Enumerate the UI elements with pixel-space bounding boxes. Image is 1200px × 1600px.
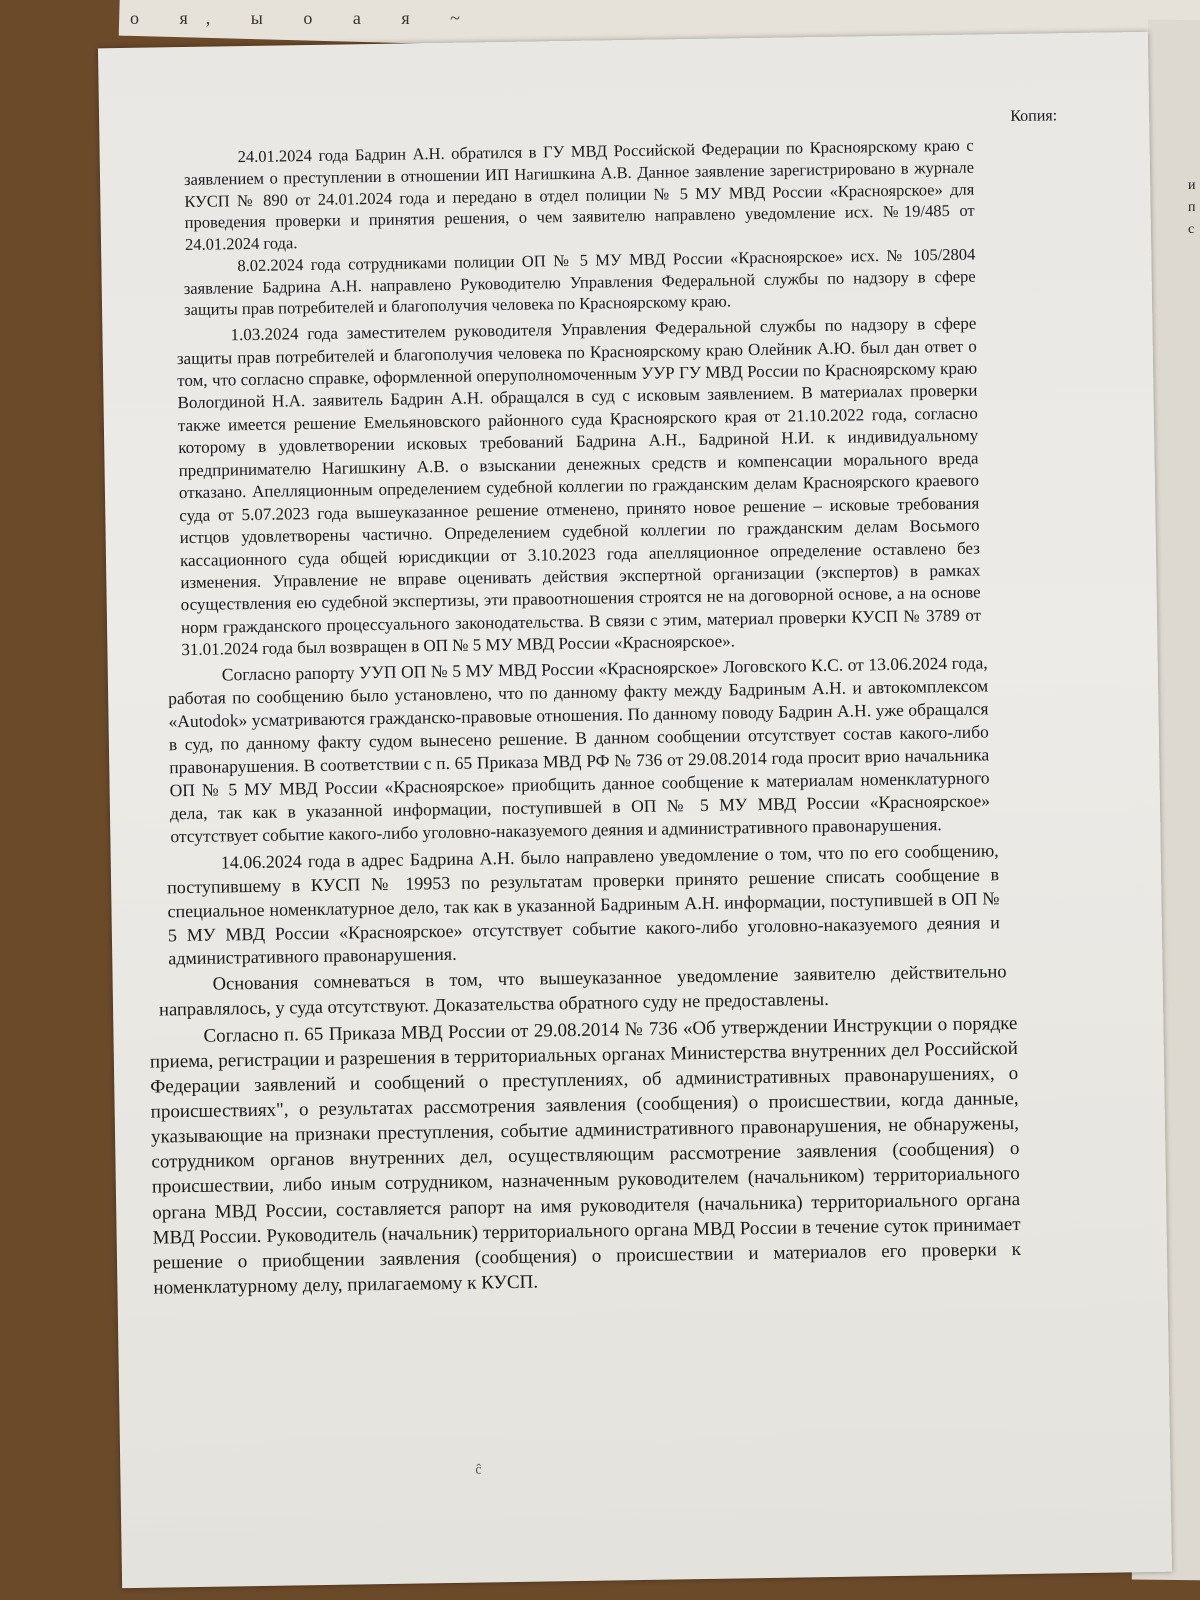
background-top-characters: о я, ы о а я ~: [130, 8, 478, 28]
paragraph-2: 8.02.2024 года сотрудниками полиции ОП № 5 МУ МВД России «Красноярское» исх. № 105/2804 заявление Бадрина А.Н. направлено Руководителю Управления Федеральной службы по надзору в сфере защиты прав потребителей и благополучия человека по Красноярскому краю.: [183, 244, 976, 320]
paragraph-7: Согласно п. 65 Приказа МВД России от 29.08.2014 № 736 «Об утверждении Инструкции о порядке приема, регистрации и разрешения в территориальных органах Министерства внутренних дел Российской Федерации заявлений и сообщений о преступлениях, об административных правонарушениях, о происшествиях", о результатах рассмотрения заявления (сообщения) о происшествии, когда данные, указывающие на признаки преступления, событие административного правонарушения, не обнаружены, сотрудником органов внутренних дел, осуществляющим рассмотрение заявления (сообщения) о происшествии, либо иным сотрудником, назначенным руководителем (начальником) территориального органа МВД России, составляется рапорт на имя руководителя (начальника) территориального органа МВД России. Руководитель (начальник) территориального органа МВД России в течение суток принимает решение о приобщении заявления (сообщения) о происшествии и материалов его проверки к номенклатурному делу, прилагаемому к КУСП.: [149, 1013, 1022, 1299]
paragraph-3: 1.03.2024 года заместителем руководителя Управления Федеральной службы по надзору в сфере защиты прав потребителей и благополучия человека по Красноярскому краю Олейник А.Ю. был дан ответ о том, что согласно справке, оформленной оперуполномоченным УУР ГУ МВД России по Красноярскому краю Вологдиной Н.А. заявитель Бадрин А.Н. обращался в суд с исковым заявлением. В материалах проверки также имеется решение Емельяновского районного суда Красноярского края от 21.10.2022 года, согласно которому в удовлетворении исковых требований Бадрина А.Н., Бадриной Н.И. к индивидуальному предпринимателю Нагишкину А.В. о взыскании денежных средств и компенсации морального вреда отказано. Апелляционным определением судебной коллегии по гражданским делам Красноярского краевого суда от 5.07.2023 года вышеуказанное решение отменено, принято новое решение – исковые требования истцов удовлетворены частично. Определением судебной коллегии по гражданским делам Восьмого кассационного суда общей юрисдикции от 3.10.2023 года апелляционное определение оставлено без изменения. Управление не вправе оценивать действия экспертной организации (экспертов) в рамках осуществления ею судебной экспертизы, эти правоотношения строятся не на договорной основе, а на основе норм гражданского процессуального законодательства. В связи с этим, материал проверки КУСП № 3789 от 31.01.2024 года был возвращен в ОП № 5 МУ МВД России «Красноярское».: [176, 313, 982, 660]
paragraph-5: 14.06.2024 года в адрес Бадрина А.Н. было направлено уведомление о том, что по его сообщению, поступившему в КУСП № 19953 по результатам проверки принято решение списать сообщение в специальное номенклатурное дело, так как в указанной Бадриным А.Н. информации, поступившей в ОП № 5 МУ МВД России «Красноярское» отсутствует событие какого-либо уголовно-наказуемого деяния и административного правонарушения.: [167, 840, 1000, 969]
document-page: [98, 32, 1172, 1588]
background-side-characters: и п с: [1188, 178, 1196, 237]
paragraph-6: Основания сомневаться в том, что вышеуказанное уведомление заявителю действительно направлялось, у суда отсутствуют. Доказательства обратного суду не предоставлены.: [158, 962, 1007, 1021]
paragraph-4: Согласно рапорту УУП ОП № 5 МУ МВД России «Красноярское» Логовского К.С. от 13.06.2024 года, работая по сообщению было установлено, что по данному факту между Бадриным А.Н. и автокомплексом «Autodok» усматриваются гражданско-правовые отношения. По данному поводу Бадрин А.Н. уже обращался в суд, по данному факту судом вынесено решение. В данном сообщении отсутствует состав какого-либо правонарушения. В соответствии с п. 65 Приказа МВД РФ № 736 от 29.08.2014 года просит врио начальника ОП № 5 МУ МВД России «Красноярское» приобщить данное сообщение к материалам номенклатурного дела, так как в указанной информации, поступившей в ОП № 5 МУ МВД России «Красноярское» отсутствует событие какого-либо уголовно-наказуемого деяния и административного правонарушения.: [168, 652, 991, 847]
document-body: [149, 135, 1022, 1300]
copy-label: Копия:: [1010, 107, 1058, 126]
paragraph-1: 24.01.2024 года Бадрин А.Н. обратился в ГУ МВД Российской Федерации по Красноярскому краю с заявлением о преступлении в отношении ИП Нагишкина А.В. Данное заявление зарегистрировано в журнале КУСП № 890 от 24.01.2024 года и передано в отдел полиции № 5 МУ МВД России «Красноярское» для проведения проверки и принятия решения, о чем заявителю направлено уведомление исх. №19/485 от 24.01.2024 года.: [183, 135, 975, 255]
page-mark: ĉ: [475, 1462, 482, 1478]
